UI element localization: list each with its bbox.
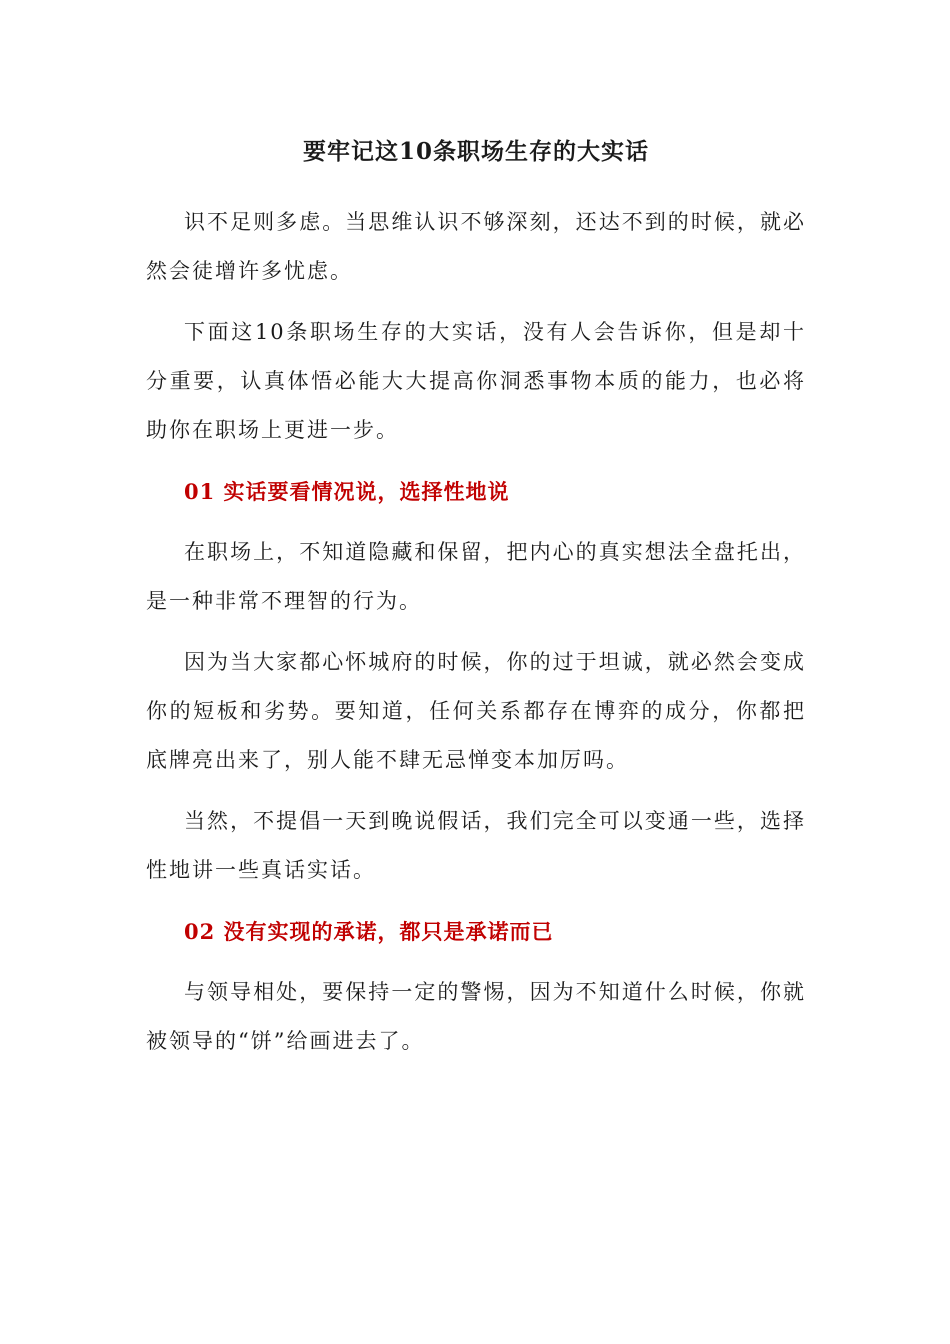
section-01-paragraph-1: 在职场上，不知道隐藏和保留，把内心的真实想法全盘托出，是一种非常不理智的行为。 — [146, 540, 806, 613]
document-title: 要牢记这10条职场生存的大实话 — [302, 138, 649, 165]
section-02-paragraph-1: 与领导相处，要保持一定的警惕，因为不知道什么时候，你就被领导的“饼”给画进去了。 — [146, 980, 806, 1053]
section-heading-02: 02 没有实现的承诺，都只是承诺而已 — [184, 919, 554, 944]
section-heading-01: 01 实话要看情况说，选择性地说 — [184, 479, 510, 504]
section-01-paragraph-3: 当然，不提倡一天到晚说假话，我们完全可以变通一些，选择性地讲一些真话实话。 — [146, 809, 806, 882]
document-body — [146, 132, 806, 1078]
intro-paragraph-2: 下面这10条职场生存的大实话，没有人会告诉你，但是却十分重要，认真体悟必能大大提高你洞悉事物本质的能力，也必将助你在职场上更进一步。 — [146, 320, 806, 442]
section-01-paragraph-2: 因为当大家都心怀城府的时候，你的过于坦诚，就必然会变成你的短板和劣势。要知道，任何关系都存在博弈的成分，你都把底牌亮出来了，别人能不肆无忌惮变本加厉吗。 — [146, 650, 806, 772]
intro-paragraph-1: 识不足则多虑。当思维认识不够深刻，还达不到的时候，就必然会徒增许多忧虑。 — [146, 210, 806, 283]
